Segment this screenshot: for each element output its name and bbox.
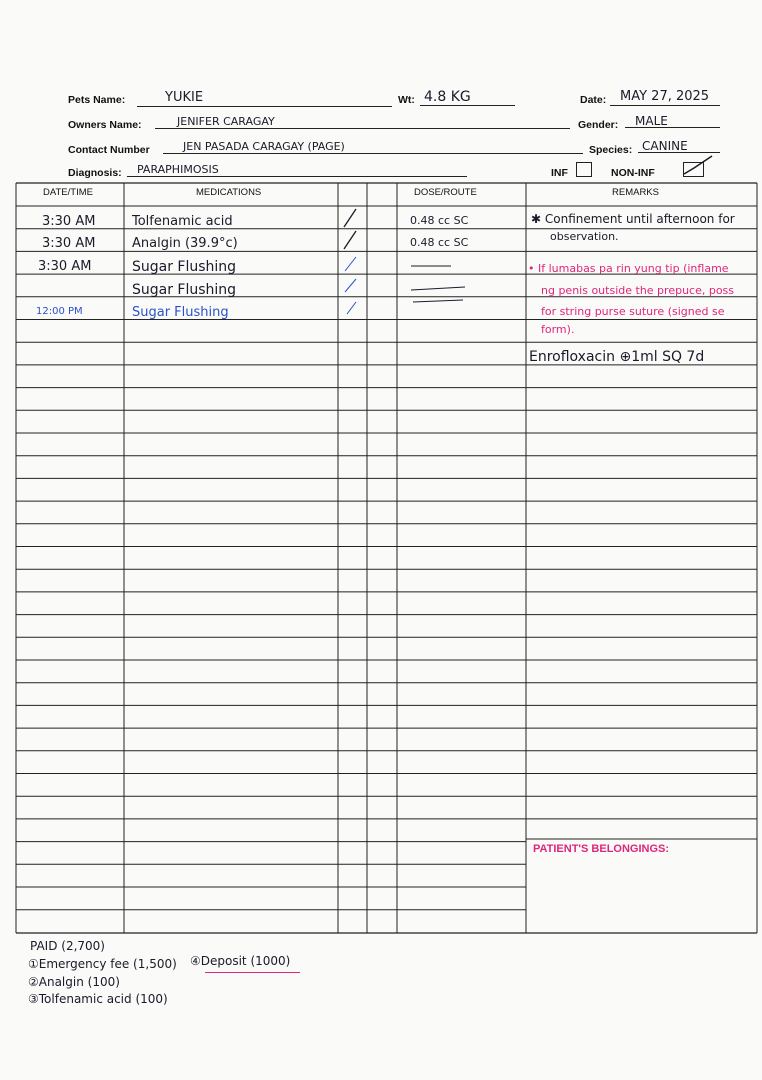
col-remarks: REMARKS — [612, 187, 659, 198]
fee-deposit: ④Deposit (1000) — [190, 954, 291, 968]
col-datetime: DATE/TIME — [43, 187, 93, 198]
row-time: 12:00 PM — [36, 306, 83, 317]
owners-name-value: JENIFER CARAGAY — [177, 115, 275, 128]
row-med: Tolfenamic acid — [132, 214, 233, 229]
row-time: 3:30 AM — [38, 259, 92, 274]
diagnosis-label: Diagnosis: — [68, 167, 122, 179]
remark-observation: observation. — [550, 230, 619, 243]
remark-confinement: ✱ Confinement until afternoon for — [531, 212, 735, 226]
paid-note: PAID (2,700) — [30, 939, 105, 953]
remark-pink-1: • If lumabas pa rin yung tip (inflame — [528, 262, 729, 275]
remark-pink-3: for string purse suture (signed se — [541, 305, 725, 318]
row-time: 3:30 AM — [42, 236, 96, 251]
row-med: Sugar Flushing — [132, 282, 237, 298]
gender-label: Gender: — [578, 119, 619, 131]
row-med: Sugar Flushing — [132, 305, 229, 320]
deposit-underline — [205, 972, 300, 973]
owners-name-label: Owners Name: — [68, 119, 142, 131]
noninf-label: NON-INF — [611, 167, 655, 179]
remark-pink-4: form). — [541, 323, 575, 336]
species-label: Species: — [589, 144, 633, 156]
fee-analgin: ②Analgin (100) — [28, 975, 120, 989]
col-dose-route: DOSE/ROUTE — [414, 187, 477, 198]
row-dose: 0.48 cc SC — [410, 236, 469, 249]
pets-name-label: Pets Name: — [68, 94, 126, 106]
check-marks — [338, 205, 398, 320]
col-medications: MEDICATIONS — [196, 187, 262, 198]
row-time: 3:30 AM — [42, 214, 96, 229]
contact-value: JEN PASADA CARAGAY (PAGE) — [183, 140, 345, 153]
date-label: Date: — [580, 94, 607, 106]
gender-value: MALE — [635, 114, 668, 128]
row-med: Analgin (39.9°c) — [132, 236, 238, 251]
diagnosis-value: PARAPHIMOSIS — [137, 163, 219, 176]
inf-label: INF — [551, 167, 568, 179]
wt-value: 4.8 KG — [424, 89, 471, 105]
patients-belongings-label: PATIENT'S BELONGINGS: — [533, 843, 670, 855]
remark-pink-2: ng penis outside the prepuce, poss — [541, 284, 735, 297]
row-med: Sugar Flushing — [132, 259, 237, 275]
remark-enrofloxacin: Enrofloxacin ⊕1ml SQ 7d — [529, 349, 705, 365]
fee-tolfenamic: ③Tolfenamic acid (100) — [28, 992, 168, 1006]
contact-label: Contact Number — [68, 144, 150, 156]
row-dose: 0.48 cc SC — [410, 214, 469, 227]
species-value: CANINE — [642, 139, 688, 153]
pets-name-value: YUKIE — [165, 90, 204, 105]
fee-emergency: ①Emergency fee (1,500) — [28, 957, 177, 971]
date-value: MAY 27, 2025 — [620, 89, 710, 104]
dose-dashes — [405, 260, 475, 310]
wt-label: Wt: — [398, 94, 415, 106]
